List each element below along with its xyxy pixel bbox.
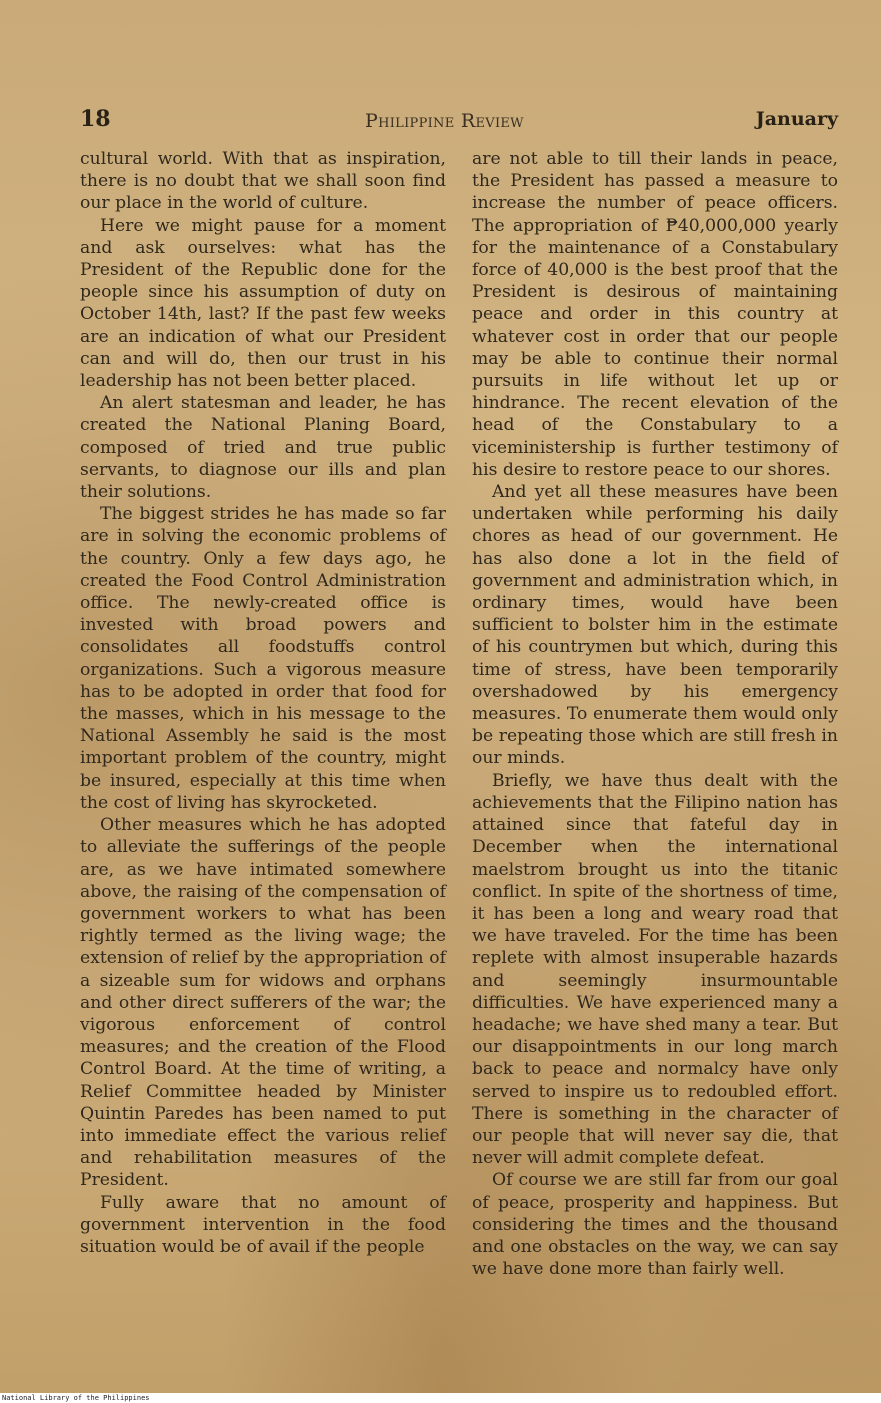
paragraph: The biggest strides he has made so far are in solving the economic problems of the country. Only a few days ago, he created the Food Control Administration office. The newly-created office is invested with broad powers and consolidates all foodstuffs control organizations. Such a vigorous measure has to be adopted in order that food for the masses, which in his message to the National Assembly he said is the most important problem of the country, might be insured, especially at this time when the cost of living has skyrocketed. (80, 504, 446, 813)
paragraph: Briefly, we have thus dealt with the achievements that the Filipino nation has attained since that fateful day in December when the international maelstrom brought us into the titanic conflict. In spite of the shortness of time, it has been a long and weary road that we have traveled. For the time has been replete with almost insuperable hazards and seemingly insurmountable difficulties. We have experienced many a headache; we have shed many a tear. But our disappointments in our long march back to peace and normalcy have only served to inspire us to redoubled effort. There is something in the character of our people that will never say die, that never will admit complete defeat. (472, 770, 838, 1169)
page-number: 18 (80, 106, 111, 132)
paragraph: Fully aware that no amount of government intervention in the food situation would be of avail if the people (80, 1192, 446, 1257)
paragraph: Of course we are still far from our goal of peace, prosperity and happiness. But considering the times and the thousand and one obstacles on the way, we can say we have done more than fairly well. (472, 1170, 838, 1280)
running-header (80, 106, 838, 136)
issue-month: January (755, 108, 838, 130)
paragraph: And yet all these measures have been undertaken while performing his daily chores as head of our government. He has also done a lot in the field of government and administration which, in ordinary times, would have been sufficient to bolster him in the estimate of his countrymen but which, during this time of stress, have been temporarily overshadowed by his emergency measures. To enumerate them would only be repeating those which are still fresh in our minds. (472, 482, 838, 769)
right-column (472, 148, 838, 1280)
left-column (80, 148, 446, 1258)
paragraph: cultural world. With that as inspiration, there is no doubt that we shall soon find our place in the world of culture. (80, 149, 446, 214)
paragraph: are not able to till their lands in peace, the President has passed a measure to increase the number of peace officers. The appropriation of ₱40,000,000 yearly for the maintenance of a Constabulary force of 40,000 is the best proof that the President is desirous of maintaining peace and order in this country at whatever cost in order that our people may be able to continue their normal pursuits in life without let up or hindrance. The recent elevation of the head of the Constabulary to a viceministership is further testimony of his desire to restore peace to our shores. (472, 149, 838, 480)
paragraph: Other measures which he has adopted to alleviate the sufferings of the people are, as we have intimated somewhere above, the raising of the compensation of government workers to what has been rightly termed as the living wage; the extension of relief by the appropriation of a sizeable sum for widows and orphans and other direct sufferers of the war; the vigorous enforcement of control measures; and the creation of the Flood Control Board. At the time of writing, a Relief Committee headed by Minister Quintin Paredes has been named to put into immediate effect the various relief and rehabilitation measures of the President. (80, 815, 446, 1191)
paragraph: Here we might pause for a moment and ask ourselves: what has the President of the Republic done for the people since his assumption of duty on October 14th, last? If the past few weeks are an indication of what our President can and will do, then our trust in his leadership has not been better placed. (80, 215, 446, 392)
paragraph: An alert statesman and leader, he has created the National Planing Board, composed of tried and true public servants, to diagnose our ills and plan their solutions. (80, 393, 446, 503)
library-credit: National Library of the Philippines (0, 1393, 881, 1403)
publication-title: Philippine Review (365, 110, 524, 132)
